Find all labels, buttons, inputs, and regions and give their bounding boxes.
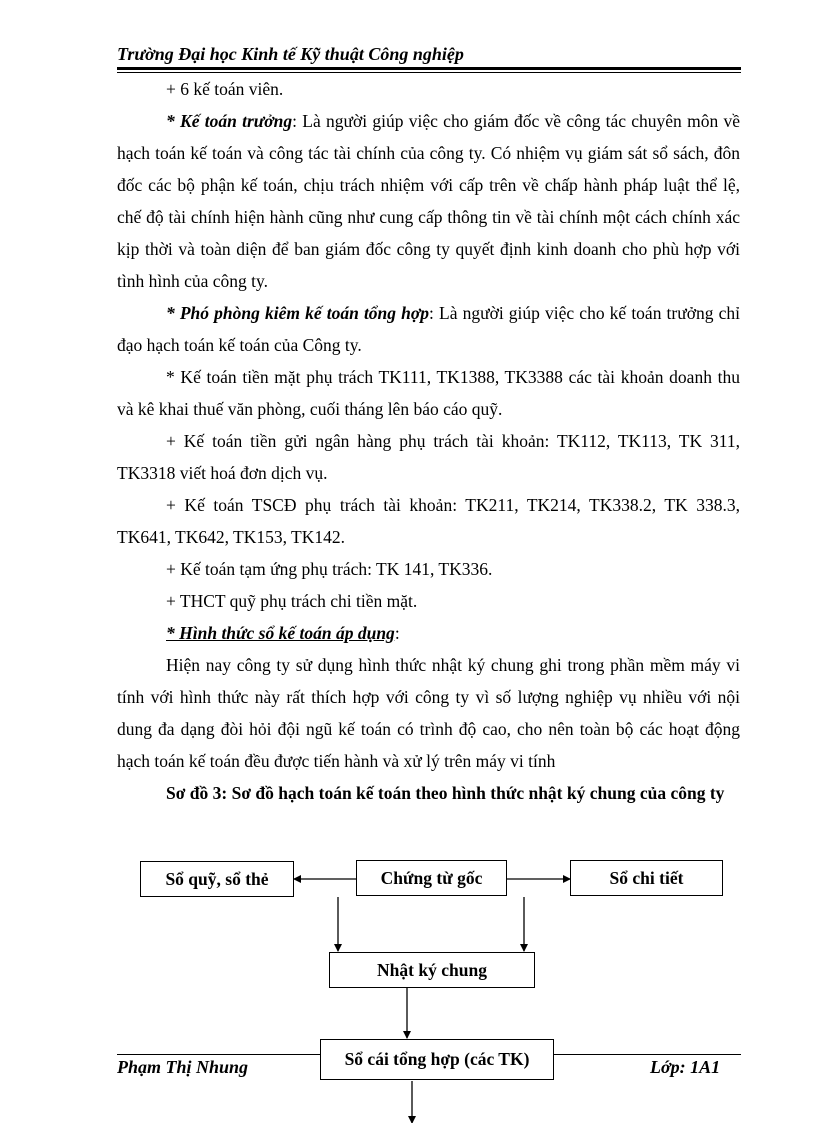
box-nhat-ky-chung: Nhật ký chung: [329, 952, 535, 988]
box-so-quy-so-the: Sổ quỹ, sổ thẻ: [140, 861, 294, 897]
diagram-caption: Sơ đồ 3: Sơ đồ hạch toán kế toán theo hình thức nhật ký chung của công ty: [166, 783, 725, 803]
box-chung-tu-goc: Chứng từ gốc: [356, 860, 507, 896]
deputy-label: * Phó phòng kiêm kế toán tổng hợp: [166, 303, 430, 323]
deputy-text: : Là người giúp việc cho kế toán trưởng chỉ đạo hạch toán kế toán của Công ty.: [117, 303, 740, 355]
form-heading: * Hình thức sổ kế toán áp dụng: [166, 623, 395, 643]
chief-accountant-text: : Là người giúp việc cho giám đốc về công tác chuyên môn về hạch toán kế toán và công tác tài chính của công ty. Có nhiệm vụ giám sát sổ sách, đôn đốc các bộ phận kế toán, chịu trách nhiệm với cấp trên về chấp hành pháp luật thể lệ, chế độ tài chính hiện hành cũng như cung cấp thông tin về tài chính một cách chính xác kịp thời và toàn diện để ban giám đốc công ty quyết định kinh doanh cho phù hợp với tình hình của công ty.: [117, 111, 740, 291]
paragraph-advance-accountant: + Kế toán tạm ứng phụ trách: TK 141, TK336.: [166, 559, 493, 579]
box-so-chi-tiet: Sổ chi tiết: [570, 860, 723, 896]
form-heading-colon: :: [394, 623, 400, 643]
paragraph-asset-accountant: + Kế toán TSCĐ phụ trách tài khoản: TK211, TK214, TK338.2, TK 338.3, TK641, TK642, TK153, TK142.: [117, 495, 740, 547]
footer-author-name: Phạm Thị Nhung: [117, 1057, 249, 1077]
chief-accountant-label: * Kế toán trưởng: [166, 111, 293, 131]
paragraph-cash-accountant: * Kế toán tiền mặt phụ trách TK111, TK1388, TK3388 các tài khoản doanh thu và kê khai thuế văn phòng, cuối tháng lên báo cáo quỹ.: [117, 367, 740, 419]
footer-rule-left: [117, 1054, 320, 1055]
paragraph-form-description: Hiện nay công ty sử dụng hình thức nhật ký chung ghi trong phần mềm máy vi tính với hình thức này rất thích hợp với công ty vì số lượng nghiệp vụ nhiều với nội dung đa dạng đòi hỏi đội ngũ kế toán có trình độ cao, cho nên toàn bộ các hoạt động hạch toán kế toán đều được tiến hành và xử lý trên máy vi tính: [117, 655, 740, 771]
paragraph-thct: + THCT quỹ phụ trách chi tiền mặt.: [166, 591, 418, 611]
paragraph-accountants: + 6 kế toán viên.: [166, 79, 284, 99]
page-header-title: Trường Đại học Kinh tế Kỹ thuật Công nghiệp: [117, 44, 464, 64]
footer-rule-right: [554, 1054, 741, 1055]
footer-class-label: Lớp: 1A1: [650, 1057, 721, 1077]
box-so-cai-tong-hop: Sổ cái tổng hợp (các TK): [320, 1039, 554, 1080]
paragraph-bank-accountant: + Kế toán tiền gửi ngân hàng phụ trách tài khoản: TK112, TK113, TK 311, TK3318 viết hoá đơn dịch vụ.: [117, 431, 740, 483]
